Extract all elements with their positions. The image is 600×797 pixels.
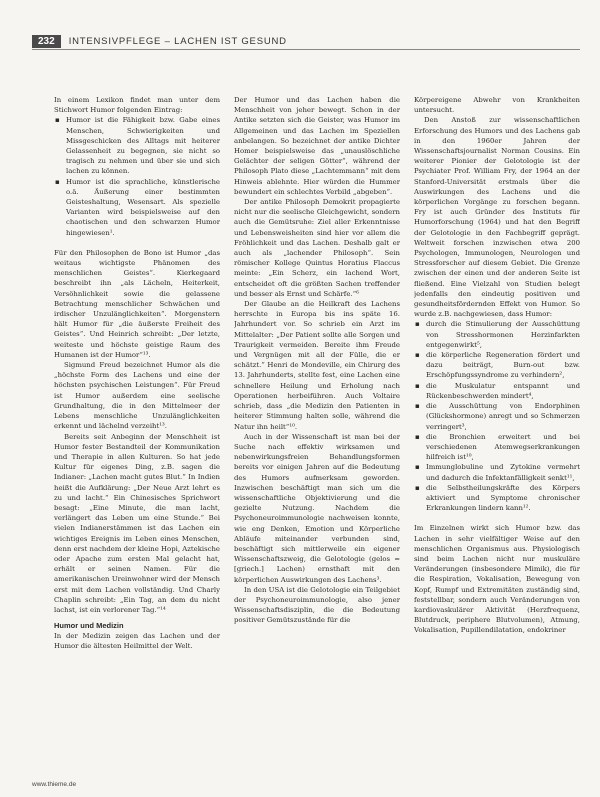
list-item: ▪ Humor ist die sprachliche, künstlerische o.ä. Äußerung einer bestimmten Geisteshaltung, Wesensart. Als spezielle Varianten wird beispielsweise auf den chaotischen und den schwarzen Humor hingewiesen¹. bbox=[66, 177, 220, 238]
list-item: ▪ durch die Stimulierung der Ausschüttung von Stresshormonen Herzinfarkten entgegenwirkt⁵, bbox=[426, 319, 580, 350]
list-item: ▪ die Ausschüttung von Endorphinen (Glückshormone) anregt und so Schmerzen verringert³, bbox=[426, 401, 580, 432]
section-heading: Humor und Medizin bbox=[54, 621, 124, 631]
list-item: ▪ die Selbstheilungskräfte des Körpers aktiviert und Symptome chronischer Erkrankungen lindern kann¹². bbox=[426, 483, 580, 514]
list-item: ▪ die Bronchien erweitert und bei verschiedenen Atemwegserkrankungen hilfreich ist¹⁰, bbox=[426, 432, 580, 463]
paragraph: Im Einzelnen wirkt sich Humor bzw. das Lachen in sehr vielfältiger Weise auf den menschlichen Organismus aus. Physiologisch sind beim Lachen nicht nur muskuläre Veränderungen (insbesondere Mimik), die für die Respiration, Vokalisation, Bewegung von Kopf, Rumpf und Extremitäten zuständig sind, feststellbar, sondern auch Veränderungen von kardiovaskulärer Aktivität (Herzfrequenz, Blutdruck, periphere Blutvolumen), Atmung, Vokalisation, Pupillendilatation, endokriner bbox=[414, 524, 580, 635]
paragraph: Der Humor und das Lachen haben die Menschheit von jeher bewegt. Schon in der Antike setzten sich die Geister, was Humor im Allgemeinen und das Lachen im Speziellen anbelangen. So bezeichnet der antike Dichter Homer beispielsweise das „unauslöschliche Gelächter der seligen Götter“, während der Philosoph Plato diese „Lachtemmann“ mit dem Hinweis ablehnte. Hier würden die Hummer bewundert ein schlechtes Verbild „abgeben“. bbox=[234, 96, 400, 196]
paragraph: Auch in der Wissenschaft ist man bei der Suche nach effektiv wirksamen und nebenwirkungsfreien Behandlungsformen bereits vor einigen Jahren auf die Bedeutung des Humors aufmerksam geworden. Inzwischen beschäftigt man sich um die wissenschaftliche Objektivierung und die gezielte Nutzung. Nachdem die Psychoneuroimmunologie nachweisen konnte, wie eng Denken, Emotion und Körperliche Abläufe miteinander verbunden sind, beschäftigt sich mittlerweile ein eigener Wissenschaftszweig, die Gelotologie (gelos = [griech.] Lachen) ernsthaft mit den körperlichen Auswirkungen des Lachens³. bbox=[234, 432, 400, 584]
paragraph: Körpereigene Abwehr von Krankheiten untersucht. bbox=[414, 96, 580, 115]
column-3 bbox=[414, 95, 580, 775]
list-item: ▪ Immunglobuline und Zytokine vermehrt und dadurch die Infektanfälligkeit senkt¹¹, bbox=[426, 462, 580, 482]
effects-list bbox=[414, 319, 580, 513]
paragraph: In den USA ist die Gelotologie ein Teilgebiet der Psychoneuroimmunologie, also jener Wissenschaftsdisziplin, die die Bedeutung positiver Gemütszustände für die bbox=[234, 585, 400, 625]
list-item: ▪ die körperliche Regeneration fördert und dazu beiträgt, Burn-out bzw. Erschöpfungssyndrome zu verhindern², bbox=[426, 350, 580, 381]
paragraph: Den Anstoß zur wissenschaftlichen Erforschung des Humors und des Lachens gab in den 1960er Jahren der Wissenschaftsjournalist Norman Cousins. Ein weiterer Pionier der Gelotologie ist der Psychiater Prof. William Fry, der 1964 an der Stanford-Universität erstmals über die Auswirkungen des Lachens und die körperlichen Vorgänge zu forschen begann. Fry ist auch Gründer des Instituts für Humorforschung (1964) und hat den Begriff der Gelotologie in den Fachbegriff geprägt. Weltweit forschen inzwischen etwa 200 Psychologen, Immunologen, Neurologen und Stressforscher auf diesem Gebiet. Die Grenze zwischen der einen und der anderen Seite ist fließend. Eine Vielzahl von Studien belegt jedenfalls den eindeutig positiven und gesundheitsfördernden Effekt von Humor. So wurde z.B. nachgewiesen, dass Humor: bbox=[414, 116, 580, 319]
paragraph: In der Medizin zeigen das Lachen und der Humor die ältesten Heilmittel der Welt. bbox=[54, 632, 220, 651]
paragraph: Der antike Philosoph Demokrit propagierte nicht nur die seelische Gleichgewicht, sondern auch die Gemütsruhe: Ziel aller Erkenntnisse und Lebensweisheiten sind hier vor allem die Fröhlichkeit und das Lachen. Deshalb galt er auch als „lachender Philosoph“. Sein römischer Kollege Quintus Horatius Flaccus meinte: „Ein Scherz, ein lachend Wort, entscheidet oft die größten Sachen treffender und besser als Ernst und Schärfe.“⁶ bbox=[234, 198, 400, 298]
definition-list bbox=[54, 115, 220, 237]
column-2 bbox=[234, 95, 400, 775]
footer-url[interactable]: www.thieme.de bbox=[32, 781, 77, 788]
list-item: ▪ Humor ist die Fähigkeit bzw. Gabe eines Menschen, Schwierigkeiten und Missgeschicken des Alltags mit heiterer Gelassenheit zu begegnen, sie nicht so tragisch zu nehmen und über sie und sich lachen zu können. bbox=[66, 115, 220, 176]
paragraph: Sigmund Freud bezeichnet Humor als die „höchste Form des Lachens und eine der höchsten psychischen Leistungen“. Für Freud ist Humor außerdem eine seelische Grundhaltung, die in den Mittelmeer der Lebens menschliche Unzulänglichkeiten erkennt und lächelnd verzeiht¹³. bbox=[54, 361, 220, 431]
paragraph: Für den Philosophen de Bono ist Humor „das weitaus wichtigste Phänomen des menschlichen Geistes“. Kierkegaard beschreibt ihn „als Lächeln, Heiterkeit, Versöhnlichkeit sowie die gelassene Betrachtung menschlicher Schwächen und irdischer Unzulänglichkeiten“. Morgenstern hält Humor für „die äußerste Freiheit des Geistes“. Und Heinrich schreibt: „Der letzte, weiteste und höchste geistige Raum des Humanen ist der Humor“¹³. bbox=[54, 248, 220, 359]
page-number: 232 bbox=[32, 35, 61, 48]
running-header bbox=[32, 34, 580, 48]
running-title: INTENSIVPFLEGE – LACHEN IST GESUND bbox=[68, 35, 287, 47]
article-body bbox=[54, 95, 582, 775]
list-item: ▪ die Muskulatur entspannt und Rückenbeschwerden mindert⁴, bbox=[426, 381, 580, 401]
header-rule bbox=[32, 49, 580, 50]
paragraph: Bereits seit Anbeginn der Menschheit ist Humor fester Bestandteil der Kommunikation und Therapie in allen Kulturen. So hat jede Kultur für eigenes Ding, z.B. sagen die Indianer: „Lachen macht gutes Blut.“ In Indien heißt die Aufklärung: „Der Neue Arzt lehrt es zu und lacht.“ Ein Chinesisches Sprichwort besagt: „Eine Minute, die man lacht, verlängert das Leben um eine Stunde.“ Bei vielen Indianerstämmen ist das Lachen ein wichtiges Ereignis im Leben eines Menschen, denn erst nachdem der kleine Hopi, Aztekische oder Apache zum ersten Mal gelacht hat, erhält er seinen Namen. Für die amerikanischen Ureinwohner wird der Mensch erst mit dem Lachen vollständig. Und Charly Chaplin schreibt: „Ein Tag, an dem du nicht lachst, ist ein verlorener Tag.“¹⁴ bbox=[54, 432, 220, 614]
column-1 bbox=[54, 95, 220, 775]
paragraph: In einem Lexikon findet man unter dem Stichwort Humor folgenden Eintrag: bbox=[54, 96, 220, 115]
paragraph: Der Glaube an die Heilkraft des Lachens herrschte in Europa bis ins späte 16. Jahrhundert vor. So schrieb ein Arzt im Mittelalter: „Der Patient sollte alle Sorgen und Traurigkeit vermeiden. Bereite ihm Freude und Vergnügen mit all der Fülle, die er schätzt.“ Henri de Mondeville, ein Chirurg des 13. Jahrhunderts, stellte fest, eine Lachen eine schnellere Heilung und Erholung nach Operationen herbeiführen. Auch Voltaire schrieb, dass „die Medizin den Patienten in heiterer Stimmung halten solle, während die Natur ihn heilt“¹⁰. bbox=[234, 300, 400, 431]
